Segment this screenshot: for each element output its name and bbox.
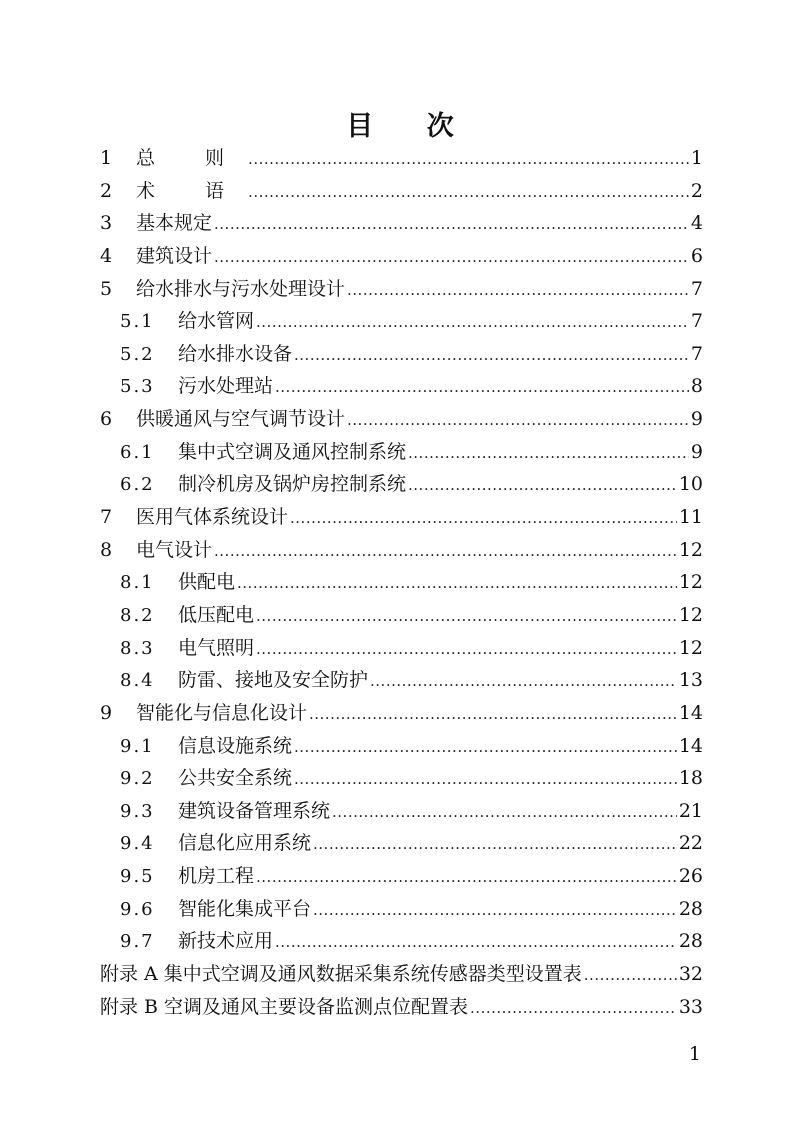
toc-entry[interactable] xyxy=(100,142,703,175)
toc-entry[interactable] xyxy=(100,762,703,795)
toc-dot-leader xyxy=(347,404,689,437)
toc-entry-number: 9.5 xyxy=(120,866,155,888)
toc-entry-number: 7 xyxy=(100,506,113,529)
toc-entry-page: 9 xyxy=(690,440,703,463)
toc-entry-title: 集中式空调及通风数据采集系统传感器类型设置表 xyxy=(163,963,582,986)
toc-entry[interactable] xyxy=(100,795,703,828)
toc-entry-number: 8 xyxy=(100,538,113,561)
toc-entry-page: 28 xyxy=(678,930,703,953)
toc-dot-leader xyxy=(370,665,677,698)
toc-dot-leader xyxy=(313,828,677,861)
toc-entry-page: 6 xyxy=(690,244,703,267)
toc-entry-number: 附录 B xyxy=(100,995,159,1018)
toc-entry-number: 3 xyxy=(100,212,113,235)
toc-entry-number: 6.2 xyxy=(120,474,155,496)
toc-entry[interactable] xyxy=(100,175,703,208)
toc-entry[interactable] xyxy=(100,501,703,534)
toc-entry-number: 9.3 xyxy=(120,800,155,822)
toc-dot-leader xyxy=(309,698,677,731)
toc-entry-title: 机房工程 xyxy=(178,865,255,888)
toc-entry-title: 信息设施系统 xyxy=(178,734,293,757)
toc-entry-page: 14 xyxy=(678,734,703,757)
table-of-contents xyxy=(100,142,703,1023)
toc-dot-leader xyxy=(237,567,677,600)
toc-dot-leader xyxy=(248,176,689,209)
toc-entry-title: 智能化集成平台 xyxy=(178,897,312,920)
toc-entry-number: 9.1 xyxy=(120,735,155,757)
toc-dot-leader xyxy=(408,469,677,502)
toc-entry-number: 5 xyxy=(100,277,113,300)
toc-entry-page: 7 xyxy=(690,277,703,300)
toc-entry[interactable] xyxy=(100,534,703,567)
toc-dot-leader xyxy=(256,633,677,666)
toc-entry-title: 电气照明 xyxy=(178,636,255,659)
toc-entry-title: 建筑设计 xyxy=(136,244,213,267)
toc-entry-title: 制冷机房及锅炉房控制系统 xyxy=(178,473,407,496)
toc-entry-page: 7 xyxy=(690,342,703,365)
toc-entry[interactable] xyxy=(100,958,703,991)
toc-entry-number: 附录 A xyxy=(100,963,158,986)
toc-entry-number: 8.3 xyxy=(120,637,155,659)
toc-entry[interactable] xyxy=(100,925,703,958)
toc-entry[interactable] xyxy=(100,305,703,338)
toc-entry-title: 智能化与信息化设计 xyxy=(136,701,308,724)
toc-entry-title: 公共安全系统 xyxy=(178,767,293,790)
toc-entry-page: 2 xyxy=(690,179,703,202)
toc-entry[interactable] xyxy=(100,273,703,306)
toc-entry-title: 信息化应用系统 xyxy=(178,832,312,855)
toc-dot-leader xyxy=(248,143,689,176)
toc-entry-title: 集中式空调及通风控制系统 xyxy=(178,440,407,463)
toc-entry-title: 污水处理站 xyxy=(178,375,274,398)
toc-dot-leader xyxy=(290,502,677,535)
toc-entry-number: 9.2 xyxy=(120,768,155,790)
page-number: 1 xyxy=(688,1043,701,1065)
toc-entry-page: 12 xyxy=(678,571,703,594)
toc-entry-page: 32 xyxy=(678,963,703,986)
toc-entry-number: 9.4 xyxy=(120,833,155,855)
toc-entry-number: 5.2 xyxy=(120,343,155,365)
toc-dot-leader xyxy=(256,306,689,339)
toc-entry-page: 33 xyxy=(678,995,703,1018)
toc-entry-page: 10 xyxy=(678,473,703,496)
toc-entry[interactable] xyxy=(100,240,703,273)
toc-entry-title: 低压配电 xyxy=(178,603,255,626)
toc-dot-leader xyxy=(214,241,689,274)
toc-entry[interactable] xyxy=(100,730,703,763)
toc-entry-page: 12 xyxy=(678,636,703,659)
toc-entry-title: 基本规定 xyxy=(136,212,213,235)
toc-entry-page: 21 xyxy=(678,799,703,822)
toc-entry-number: 8.1 xyxy=(120,572,155,594)
toc-entry-page: 4 xyxy=(690,212,703,235)
toc-dot-leader xyxy=(275,371,689,404)
toc-dot-leader xyxy=(408,437,689,470)
toc-entry-number: 8.2 xyxy=(120,604,155,626)
toc-entry-title: 供配电 xyxy=(178,571,236,594)
toc-entry[interactable] xyxy=(100,566,703,599)
toc-entry-title: 给水排水设备 xyxy=(178,342,293,365)
toc-entry-title: 术 语 xyxy=(136,179,247,202)
toc-entry-title: 给水排水与污水处理设计 xyxy=(136,277,346,300)
toc-entry[interactable] xyxy=(100,338,703,371)
toc-entry[interactable] xyxy=(100,207,703,240)
toc-entry-page: 18 xyxy=(678,767,703,790)
page-title: 目 次 xyxy=(346,111,476,142)
toc-entry-title: 防雷、接地及安全防护 xyxy=(178,669,369,692)
toc-dot-leader xyxy=(470,992,677,1025)
toc-dot-leader xyxy=(256,600,677,633)
toc-dot-leader xyxy=(294,763,677,796)
toc-entry-page: 1 xyxy=(690,147,703,169)
toc-dot-leader xyxy=(332,796,677,829)
toc-dot-leader xyxy=(584,959,677,992)
toc-entry-page: 12 xyxy=(678,538,703,561)
toc-entry[interactable] xyxy=(100,664,703,697)
toc-entry-number: 2 xyxy=(100,179,113,202)
toc-dot-leader xyxy=(294,731,677,764)
toc-dot-leader xyxy=(294,339,689,372)
toc-entry[interactable] xyxy=(100,893,703,926)
toc-dot-leader xyxy=(275,926,677,959)
toc-entry[interactable] xyxy=(100,827,703,860)
toc-dot-leader xyxy=(313,894,677,927)
toc-entry[interactable] xyxy=(100,697,703,730)
toc-dot-leader xyxy=(214,208,689,241)
toc-entry-page: 12 xyxy=(678,603,703,626)
toc-entry-page: 22 xyxy=(678,832,703,855)
toc-entry-title: 空调及通风主要设备监测点位配置表 xyxy=(164,995,469,1018)
toc-entry[interactable] xyxy=(100,632,703,665)
toc-entry-number: 8.4 xyxy=(120,670,155,692)
toc-entry[interactable] xyxy=(100,599,703,632)
toc-entry-title: 新技术应用 xyxy=(178,930,274,953)
toc-entry-page: 7 xyxy=(690,310,703,333)
toc-entry-title: 供暖通风与空气调节设计 xyxy=(136,408,346,431)
toc-entry[interactable] xyxy=(100,468,703,501)
toc-entry-number: 5.1 xyxy=(120,311,155,333)
toc-entry-number: 6.1 xyxy=(120,441,155,463)
toc-entry-number: 5.3 xyxy=(120,376,155,398)
toc-entry-page: 26 xyxy=(678,865,703,888)
toc-entry[interactable] xyxy=(100,403,703,436)
toc-entry[interactable] xyxy=(100,860,703,893)
toc-entry-number: 9.7 xyxy=(120,931,155,953)
toc-entry-page: 13 xyxy=(678,669,703,692)
toc-entry-title: 建筑设备管理系统 xyxy=(178,799,331,822)
toc-dot-leader xyxy=(347,274,689,307)
toc-entry-page: 9 xyxy=(690,408,703,431)
toc-entry-number: 9 xyxy=(100,701,113,724)
toc-entry[interactable] xyxy=(100,436,703,469)
toc-dot-leader xyxy=(256,861,677,894)
toc-entry-page: 8 xyxy=(690,375,703,398)
toc-entry-title: 总 则 xyxy=(136,147,247,169)
toc-entry-title: 给水管网 xyxy=(178,310,255,333)
toc-entry-number: 4 xyxy=(100,244,113,267)
toc-entry-page: 28 xyxy=(678,897,703,920)
toc-entry-number: 9.6 xyxy=(120,898,155,920)
toc-entry[interactable] xyxy=(100,991,703,1024)
toc-entry-title: 医用气体系统设计 xyxy=(136,506,289,529)
toc-entry-number: 6 xyxy=(100,408,113,431)
toc-dot-leader xyxy=(214,535,677,568)
toc-entry-number: 1 xyxy=(100,147,113,169)
toc-entry-page: 11 xyxy=(678,506,703,529)
toc-entry-page: 14 xyxy=(678,701,703,724)
toc-entry[interactable] xyxy=(100,370,703,403)
toc-entry-title: 电气设计 xyxy=(136,538,213,561)
